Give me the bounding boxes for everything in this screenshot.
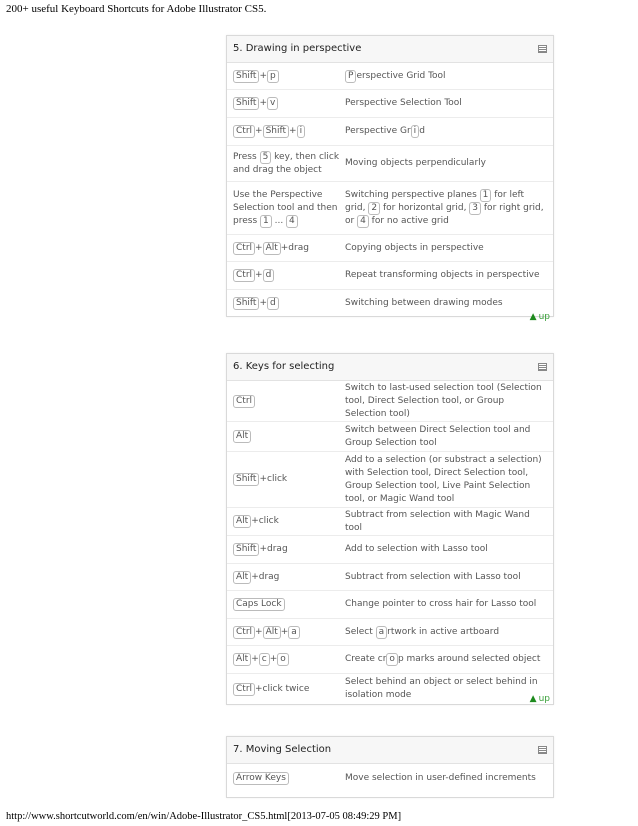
key-cap: 5 [260, 151, 272, 164]
shortcut-description: Move selection in user-defined increments [345, 772, 536, 783]
shortcut-description: Copying objects in perspective [345, 242, 484, 253]
section-title: 5. Drawing in perspective [233, 43, 362, 54]
key-cap: Shift [233, 473, 259, 486]
shortcut-keys: Shift + d [227, 297, 345, 310]
shortcut-description: Subtract from selection with Magic Wand tool [345, 509, 530, 533]
shortcut-row [227, 619, 553, 646]
shortcut-keys: Press 5 key, then click and drag the object [233, 151, 340, 175]
key-cap: o [386, 653, 398, 666]
shortcut-row [227, 146, 553, 182]
page-header-title: 200+ useful Keyboard Shortcuts for Adobe Illustrator CS5. [6, 3, 267, 15]
shortcut-keys: Use the Perspective Selection tool and then press 1 ... 4 [233, 189, 338, 226]
shortcut-description: Perspective Selection Tool [345, 98, 462, 108]
collapse-icon[interactable] [538, 746, 547, 754]
key-cap: Alt [233, 430, 251, 443]
shortcut-keys: Shift + p [227, 70, 345, 83]
key-cap: 3 [469, 202, 481, 215]
key-cap: Shift [233, 97, 259, 110]
key-cap: Shift [233, 70, 259, 83]
shortcut-keys [227, 430, 345, 443]
section-drawing-in-perspective [226, 35, 554, 317]
section-header [227, 354, 553, 381]
shortcut-keys: Ctrl + Shift + i [227, 125, 345, 138]
shortcut-description: Switch to last-used selection tool (Selection tool, Direct Selection tool, or Group Selection tool) [345, 382, 542, 419]
shortcut-keys: Shift + v [227, 97, 345, 110]
up-arrow-icon: ▲ [529, 694, 537, 704]
key-cap: Arrow Keys [233, 772, 289, 785]
key-cap: 1 [480, 189, 492, 202]
key-cap: Caps Lock [233, 598, 285, 611]
key-cap: Ctrl [233, 125, 255, 138]
key-cap: o [277, 653, 289, 666]
shortcut-row [227, 63, 553, 90]
shortcut-row [227, 764, 553, 792]
shortcut-row [227, 235, 553, 262]
key-cap: a [288, 626, 300, 639]
key-cap: a [376, 626, 388, 639]
shortcut-description: Select behind an object or select behind in isolation mode [345, 677, 538, 700]
shortcut-row [227, 564, 553, 591]
key-cap: Ctrl [233, 683, 255, 696]
up-label: up [538, 312, 550, 322]
up-label: up [538, 694, 550, 704]
key-cap: Ctrl [233, 269, 255, 282]
key-cap: Ctrl [233, 242, 255, 255]
key-cap: v [267, 97, 278, 110]
shortcut-description: Switching perspective planes 1 for left grid, 2 for horizontal grid, 3 for right grid, or 4 for no active grid [345, 189, 544, 226]
shortcut-row [227, 290, 553, 316]
shortcut-row [227, 536, 553, 564]
shortcut-keys: Alt + c + o [227, 653, 345, 666]
key-cap: i [411, 125, 420, 138]
shortcut-row [227, 182, 553, 235]
key-cap: p [267, 70, 279, 83]
key-cap: Alt [263, 626, 281, 639]
shortcut-row [227, 452, 553, 508]
page-footer-url: http://www.shortcutworld.com/en/win/Adobe-Illustrator_CS5.html[2013-07-05 08:49:29 PM] [6, 811, 402, 822]
key-cap: Ctrl [233, 395, 255, 408]
shortcut-keys: Shift +drag [227, 543, 345, 556]
shortcut-keys: Alt +drag [227, 571, 345, 584]
shortcut-description: Switching between drawing modes [345, 297, 503, 308]
key-cap: d [267, 297, 279, 310]
shortcut-keys: Ctrl + d [227, 269, 345, 282]
shortcut-row [227, 508, 553, 536]
section-keys-for-selecting [226, 353, 554, 705]
shortcut-description: Create cr o p marks around selected object [345, 654, 541, 664]
key-cap: Shift [263, 125, 289, 138]
shortcut-keys: Ctrl + Alt + a [227, 626, 345, 639]
key-cap: Alt [233, 515, 251, 528]
key-cap: 1 [260, 215, 272, 228]
section-moving-selection [226, 736, 554, 798]
key-cap: P [345, 70, 356, 83]
key-cap: Shift [233, 543, 259, 556]
key-cap: Shift [233, 297, 259, 310]
shortcut-keys: Ctrl +click twice [227, 683, 345, 696]
shortcut-description: Repeat transforming objects in perspective [345, 270, 540, 280]
shortcut-description: Subtract from selection with Lasso tool [345, 571, 521, 582]
shortcut-keys [227, 598, 345, 611]
shortcut-description: P erspective Grid Tool [345, 70, 553, 83]
collapse-icon[interactable] [538, 45, 547, 53]
shortcut-description: Switch between Direct Selection tool and Group Selection tool [345, 424, 531, 448]
up-arrow-icon: ▲ [529, 312, 537, 322]
shortcut-description: Select a rtwork in active artboard [345, 626, 500, 637]
shortcut-row [227, 381, 553, 422]
shortcut-description: Perspective Gr i d [345, 126, 425, 136]
key-cap: i [297, 125, 306, 138]
shortcut-row [227, 422, 553, 452]
collapse-icon[interactable] [538, 363, 547, 371]
key-cap: 2 [368, 202, 380, 215]
key-cap: Ctrl [233, 626, 255, 639]
key-cap: 4 [286, 215, 298, 228]
section-title: 6. Keys for selecting [233, 361, 335, 372]
shortcut-row [227, 262, 553, 290]
shortcut-row [227, 646, 553, 674]
key-cap: 4 [357, 215, 369, 228]
shortcut-description: Change pointer to cross hair for Lasso tool [345, 599, 537, 609]
key-cap: Alt [233, 571, 251, 584]
up-link[interactable] [530, 694, 550, 704]
shortcut-row [227, 90, 553, 118]
shortcut-keys [227, 395, 345, 408]
section-header [227, 737, 553, 764]
shortcut-description: Add to a selection (or substract a selection) with Selection tool, Direct Selection tool, Group Selection tool, Live Paint Selection tool, or Magic Wand tool [345, 454, 542, 504]
key-cap: c [259, 653, 270, 666]
shortcut-row [227, 118, 553, 146]
section-header [227, 36, 553, 63]
shortcut-keys: Alt +click [227, 515, 345, 528]
key-cap: Alt [263, 242, 281, 255]
shortcut-row [227, 591, 553, 619]
section-title: 7. Moving Selection [233, 744, 332, 755]
shortcut-keys: Ctrl + Alt +drag [227, 242, 345, 255]
shortcut-keys [227, 772, 345, 785]
shortcut-row [227, 674, 553, 704]
shortcut-description: Add to selection with Lasso tool [345, 544, 488, 554]
key-cap: d [263, 269, 275, 282]
key-cap: Alt [233, 653, 251, 666]
shortcut-keys: Shift +click [227, 473, 345, 486]
shortcut-description: Moving objects perpendicularly [345, 158, 486, 168]
up-link[interactable] [530, 312, 550, 322]
